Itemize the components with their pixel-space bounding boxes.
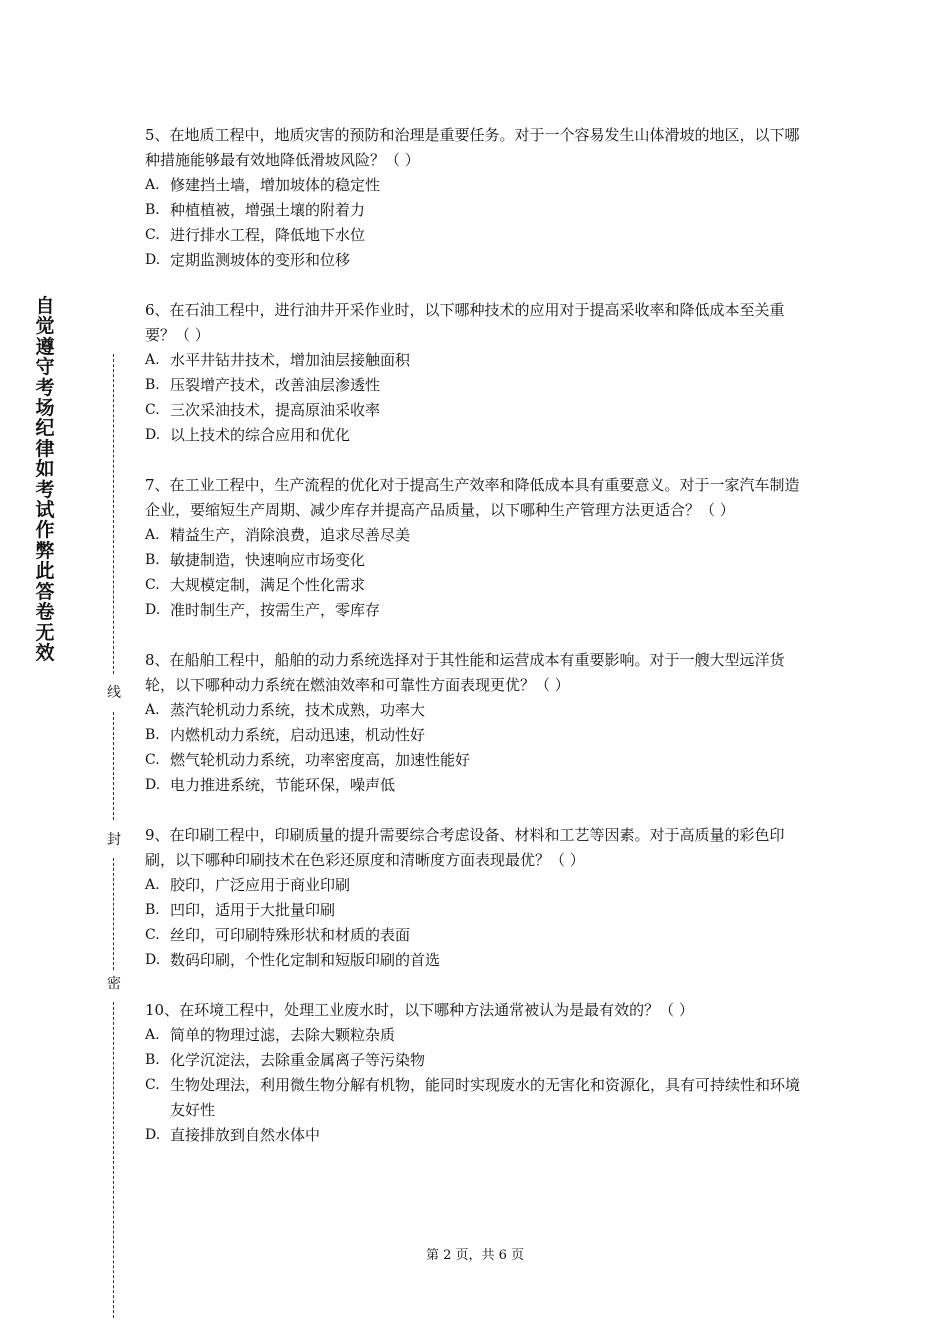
option-text: 数码印刷，个性化定制和短版印刷的首选 (170, 951, 441, 969)
option-list (145, 873, 813, 973)
binding-dash-line (113, 354, 114, 674)
option-text: 压裂增产技术，改善油层渗透性 (170, 376, 381, 394)
option-text: 凹印，适用于大批量印刷 (170, 901, 336, 919)
option-list (145, 698, 813, 798)
option-a (145, 523, 813, 548)
option-a (145, 348, 813, 373)
option-list (145, 1023, 813, 1148)
question-5 (145, 123, 813, 273)
option-b (145, 723, 813, 748)
binding-dash-line (113, 858, 114, 970)
option-text: 简单的物理过滤，去除大颗粒杂质 (170, 1026, 396, 1044)
binding-dash-line (113, 712, 114, 820)
option-text: 内燃机动力系统，启动迅速，机动性好 (170, 726, 426, 744)
option-text: 化学沉淀法，去除重金属离子等污染物 (170, 1051, 426, 1069)
option-text: 燃气轮机动力系统，功率密度高，加速性能好 (170, 751, 471, 769)
option-d (145, 948, 813, 973)
option-a (145, 173, 813, 198)
option-a (145, 873, 813, 898)
option-text: 水平井钻井技术，增加油层接触面积 (170, 351, 411, 369)
option-c (145, 1073, 813, 1123)
question-10 (145, 998, 813, 1148)
option-list (145, 173, 813, 273)
option-letter: C. (145, 752, 160, 768)
option-text: 生物处理法，利用微生物分解有机物，能同时实现废水的无害化和资源化，具有可持续性和环境友好性 (170, 1076, 801, 1119)
option-letter: A. (145, 177, 160, 193)
option-letter: D. (145, 427, 161, 443)
option-text: 蒸汽轮机动力系统，技术成熟，功率大 (170, 701, 426, 719)
option-letter: D. (145, 602, 161, 618)
option-letter: D. (145, 777, 161, 793)
option-letter: B. (145, 377, 160, 393)
option-text: 大规模定制，满足个性化需求 (170, 576, 366, 594)
option-letter: C. (145, 927, 160, 943)
question-stem: 8、在船舶工程中，船舶的动力系统选择对于其性能和运营成本有重要影响。对于一艘大型远洋货轮，以下哪种动力系统在燃油效率和可靠性方面表现更优？（ ） (145, 651, 785, 694)
option-letter: A. (145, 1027, 160, 1043)
option-c (145, 573, 813, 598)
question-stem: 7、在工业工程中，生产流程的优化对于提高生产效率和降低成本具有重要意义。对于一家汽车制造企业，要缩短生产周期、减少库存并提高产品质量，以下哪种生产管理方法更适合？（ ） (145, 476, 800, 519)
option-d (145, 1123, 813, 1148)
option-letter: A. (145, 352, 160, 368)
option-b (145, 548, 813, 573)
option-list (145, 348, 813, 448)
option-letter: D. (145, 252, 161, 268)
option-text: 丝印，可印刷特殊形状和材质的表面 (170, 926, 411, 944)
option-letter: D. (145, 952, 161, 968)
option-text: 准时制生产，按需生产，零库存 (170, 601, 381, 619)
option-text: 敏捷制造，快速响应市场变化 (170, 551, 366, 569)
option-b (145, 898, 813, 923)
binding-seal-char: 封 (107, 832, 121, 848)
option-text: 胶印，广泛应用于商业印刷 (170, 876, 351, 894)
question-8 (145, 648, 813, 798)
option-b (145, 198, 813, 223)
option-b (145, 1048, 813, 1073)
option-letter: C. (145, 227, 160, 243)
option-b (145, 373, 813, 398)
option-letter: D. (145, 1127, 161, 1143)
option-letter: B. (145, 902, 160, 918)
option-d (145, 773, 813, 798)
binding-warning-text: 自觉遵守考场纪律如考试作弊此答卷无效 (35, 295, 55, 664)
option-letter: B. (145, 1052, 160, 1068)
binding-line-char: 线 (107, 685, 121, 701)
option-letter: B. (145, 202, 160, 218)
question-list (145, 123, 813, 1173)
option-a (145, 698, 813, 723)
option-text: 精益生产，消除浪费，追求尽善尽美 (170, 526, 411, 544)
option-letter: C. (145, 402, 160, 418)
option-letter: C. (145, 577, 160, 593)
option-letter: B. (145, 552, 160, 568)
option-text: 进行排水工程，降低地下水位 (170, 226, 366, 244)
option-letter: A. (145, 527, 160, 543)
option-c (145, 923, 813, 948)
option-d (145, 248, 813, 273)
option-text: 种植植被，增强土壤的附着力 (170, 201, 366, 219)
question-6 (145, 298, 813, 448)
option-text: 直接排放到自然水体中 (170, 1126, 321, 1144)
option-c (145, 748, 813, 773)
option-a (145, 1023, 813, 1048)
option-letter: A. (145, 877, 160, 893)
option-c (145, 398, 813, 423)
option-text: 电力推进系统，节能环保，噪声低 (170, 776, 396, 794)
binding-dash-line (113, 1002, 114, 1318)
option-d (145, 598, 813, 623)
option-text: 定期监测坡体的变形和位移 (170, 251, 351, 269)
question-stem: 10、在环境工程中，处理工业废水时，以下哪种方法通常被认为是最有效的？（ ） (145, 1001, 694, 1019)
question-stem: 9、在印刷工程中，印刷质量的提升需要综合考虑设备、材料和工艺等因素。对于高质量的彩色印刷，以下哪种印刷技术在色彩还原度和清晰度方面表现最优？（ ） (145, 826, 785, 869)
question-stem: 6、在石油工程中，进行油井开采作业时，以下哪种技术的应用对于提高采收率和降低成本至关重要？（ ） (145, 301, 785, 344)
binding-secret-char: 密 (107, 976, 121, 992)
option-list (145, 523, 813, 623)
option-letter: C. (145, 1077, 160, 1093)
question-stem: 5、在地质工程中，地质灾害的预防和治理是重要任务。对于一个容易发生山体滑坡的地区，以下哪种措施能够最有效地降低滑坡风险？（ ） (145, 126, 800, 169)
option-letter: A. (145, 702, 160, 718)
option-letter: B. (145, 727, 160, 743)
option-text: 以上技术的综合应用和优化 (170, 426, 351, 444)
question-9 (145, 823, 813, 973)
page-number: 第 2 页，共 6 页 (425, 1248, 525, 1263)
question-7 (145, 473, 813, 623)
option-d (145, 423, 813, 448)
option-text: 三次采油技术，提高原油采收率 (170, 401, 381, 419)
option-text: 修建挡土墙，增加坡体的稳定性 (170, 176, 381, 194)
option-c (145, 223, 813, 248)
